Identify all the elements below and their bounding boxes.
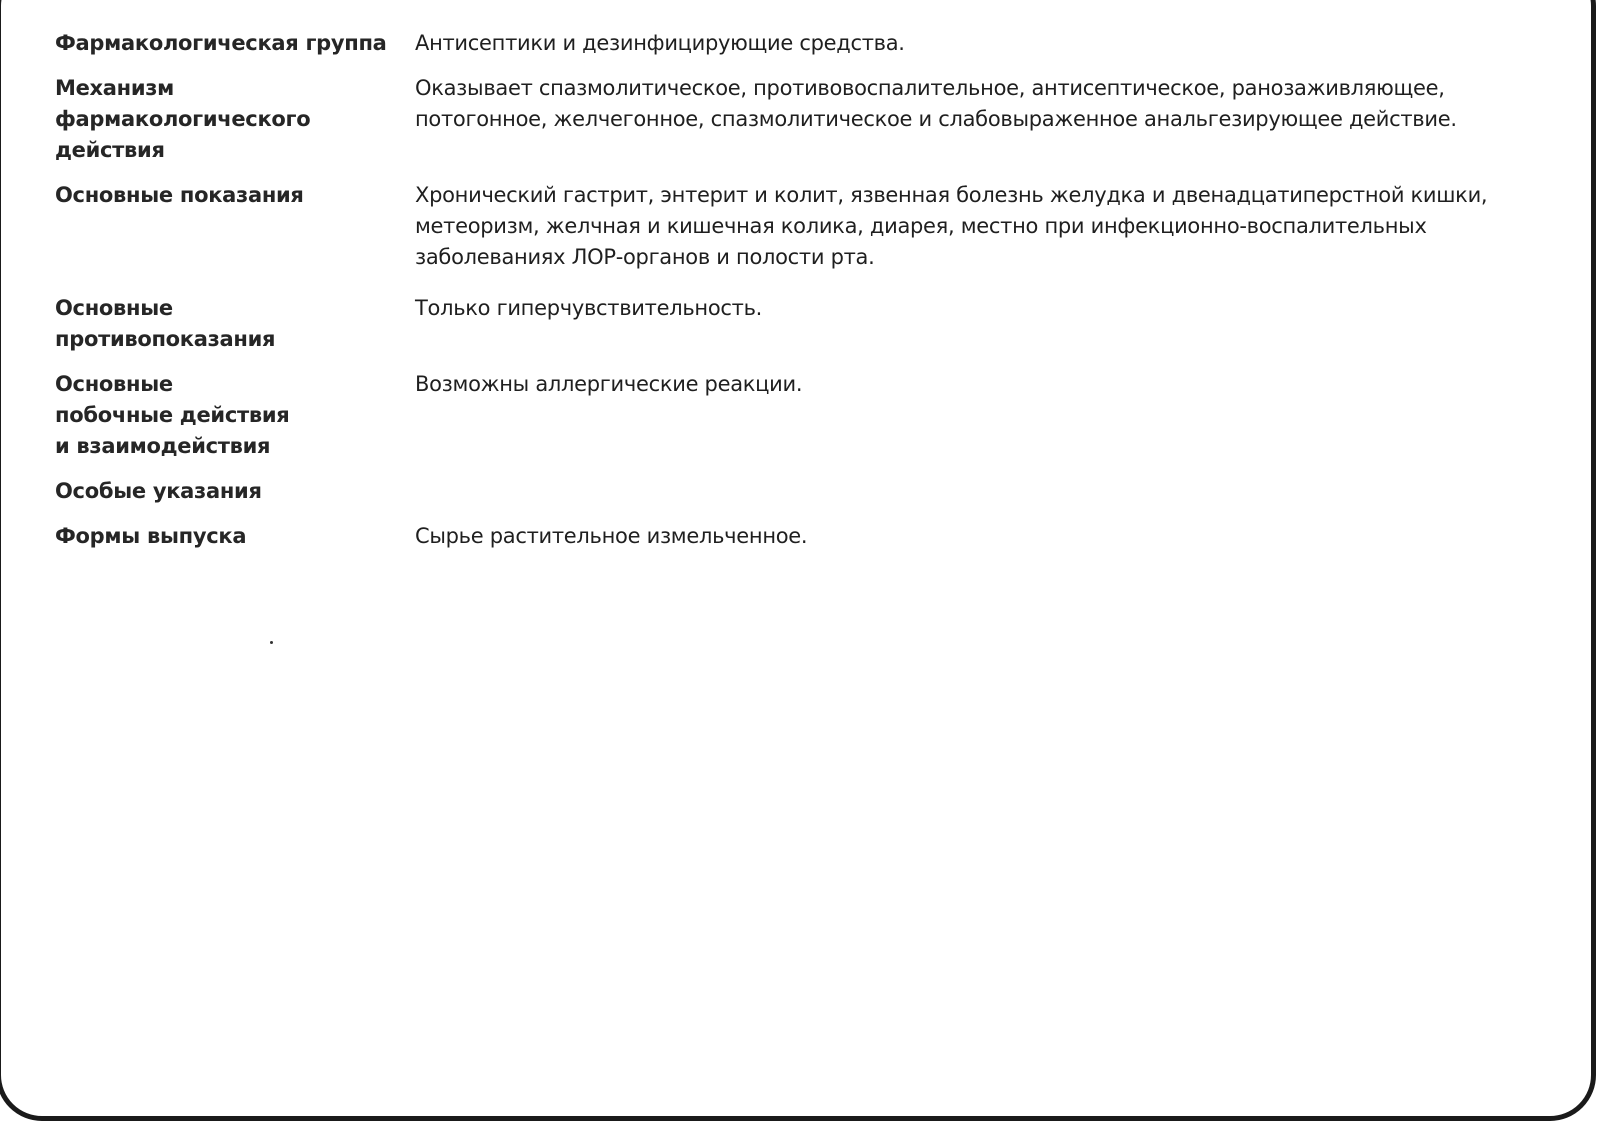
- value-contraindications: Только гиперчувствительность.: [415, 296, 763, 320]
- row-pharmacological-group: [55, 28, 1555, 59]
- row-mechanism: [55, 73, 1555, 166]
- row-side-effects: [55, 369, 1555, 462]
- label-pharmacological-group: Фармакологическая группа: [55, 31, 387, 55]
- label-special-instructions: Особые указания: [55, 479, 262, 503]
- label-contraindications: [55, 293, 415, 355]
- value-pharmacological-group: Антисептики и дезинфицирующие средства.: [415, 31, 905, 55]
- print-speck: [270, 641, 273, 644]
- value-mechanism: Оказывает спазмолитическое, противовоспалительное, антисептическое, ранозаживляющее, потогонное, желчегонное, спазмолитическое и слабовыраженное анальгезирующее действие.: [415, 76, 1457, 131]
- drug-info-table: [55, 28, 1555, 566]
- label-side-effects-text: Основные побочные действия и взаимодействия: [55, 372, 290, 458]
- value-release-forms: Сырье растительное измельченное.: [415, 524, 808, 548]
- label-release-forms: Формы выпуска: [55, 524, 247, 548]
- label-side-effects: [55, 369, 415, 462]
- value-indications: Хронический гастрит, энтерит и колит, язвенная болезнь желудка и двенадцатиперстной кишки, метеоризм, желчная и кишечная колика, диарея, местно при инфекционно-воспалительных заболеваниях ЛОР-органов и полости рта.: [415, 183, 1488, 269]
- value-side-effects: Возможны аллергические реакции.: [415, 372, 803, 396]
- row-indications: [55, 180, 1555, 273]
- row-contraindications: [55, 293, 1555, 355]
- label-contraindications-text: Основные противопоказания: [55, 296, 276, 351]
- row-special-instructions: [55, 476, 1555, 507]
- label-mechanism-text: Механизм фармакологического действия: [55, 76, 311, 162]
- label-mechanism: [55, 73, 415, 166]
- row-release-forms: [55, 521, 1555, 552]
- label-indications: Основные показания: [55, 183, 304, 207]
